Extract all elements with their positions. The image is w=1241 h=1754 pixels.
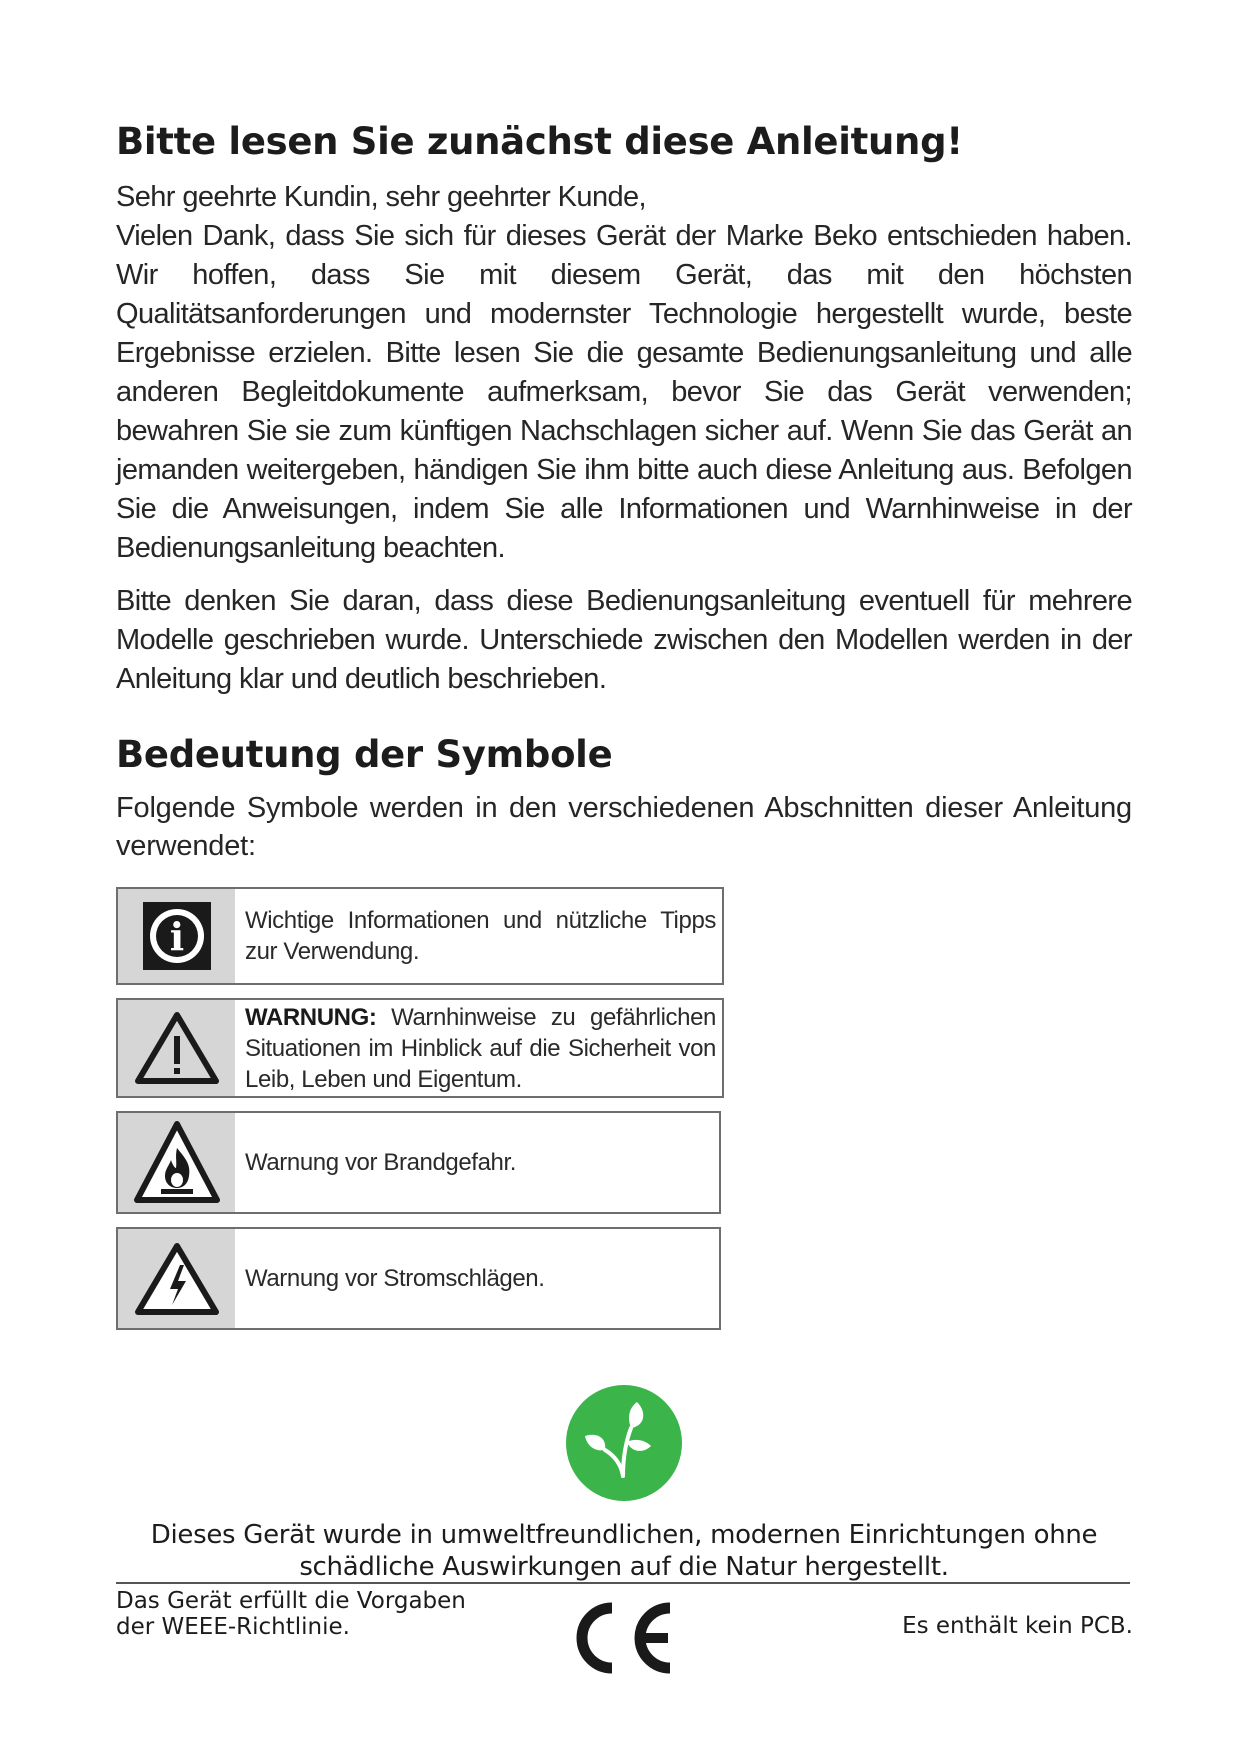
intro-heading: Bitte lesen Sie zunächst diese Anleitung!: [116, 120, 963, 163]
symbols-intro: Folgende Symbole werden in den verschiedenen Abschnitten dieser Anleitung verwendet:: [116, 792, 1132, 862]
symbol-row-shock: [116, 1227, 721, 1330]
info-icon: [118, 889, 235, 983]
electric-shock-icon: [118, 1229, 235, 1328]
footer-divider: [116, 1582, 1130, 1584]
page-content: [116, 120, 1132, 1343]
symbols-heading: Bedeutung der Symbole: [116, 733, 613, 776]
eco-text: [116, 1519, 1132, 1583]
symbol-table: [116, 887, 724, 1330]
weee-line-2: der WEEE-Richtlinie.: [116, 1614, 350, 1640]
symbol-row-fire: [116, 1111, 721, 1214]
symbol-text: Warnung vor Stromschlägen.: [245, 1265, 545, 1292]
leaf-icon: [565, 1384, 683, 1507]
fire-hazard-icon: [118, 1113, 235, 1212]
intro-paragraph-1: Vielen Dank, dass Sie sich für dieses Gerät der Marke Beko entschieden haben. Wir hoffen, dass Sie mit diesem Gerät, das mit den höchsten Qualitätsanforderungen und modernster Technologie hergestellt wurde, beste Ergebnisse erzielen. Bitte lesen Sie die gesamte Bedienungsanleitung und alle anderen Begleitdokumente aufmerksam, bevor Sie das Gerät verwenden; bewahren Sie sie zum künftigen Nachschlagen sicher auf. Wenn Sie das Gerät an jemanden weitergeben, händigen Sie ihm bitte auch diese Anleitung aus. Befolgen Sie die Anweisungen, indem Sie alle Informationen und Warnhinweise in der Bedienungsanleitung beachten.: [116, 220, 1132, 564]
pcb-notice: Es enthält kein PCB.: [902, 1613, 1133, 1639]
weee-notice: [116, 1588, 496, 1640]
eco-text-line-2: schädliche Auswirkungen auf die Natur hergestellt.: [299, 1552, 949, 1582]
warning-icon: [118, 1000, 235, 1096]
symbol-text: Warnhinweise zu gefährlichen Situationen im Hinblick auf die Sicherheit von Leib, Leben und Eigentum.: [245, 1003, 716, 1093]
symbol-row-info: [116, 887, 724, 985]
ce-mark-icon: [568, 1600, 680, 1681]
salutation: Sehr geehrte Kundin, sehr geehrter Kunde,: [116, 181, 646, 213]
intro-paragraph-2: Bitte denken Sie daran, dass diese Bedienungsanleitung eventuell für mehrere Modelle geschrieben wurde. Unterschiede zwischen den Modellen werden in der Anleitung klar und deutlich beschrieben.: [116, 585, 1132, 695]
eco-notice: [116, 1384, 1132, 1583]
svg-text:i: i: [169, 914, 184, 959]
symbol-row-warning: [116, 998, 724, 1098]
symbol-text: Wichtige Informationen und nützliche Tipps zur Verwendung.: [245, 907, 716, 965]
weee-line-1: Das Gerät erfüllt die Vorgaben: [116, 1588, 466, 1614]
eco-text-line-1: Dieses Gerät wurde in umweltfreundlichen, modernen Einrichtungen ohne: [150, 1520, 1098, 1550]
warning-label: WARNUNG:: [245, 1003, 377, 1031]
symbol-text: Warnung vor Brandgefahr.: [245, 1149, 517, 1176]
